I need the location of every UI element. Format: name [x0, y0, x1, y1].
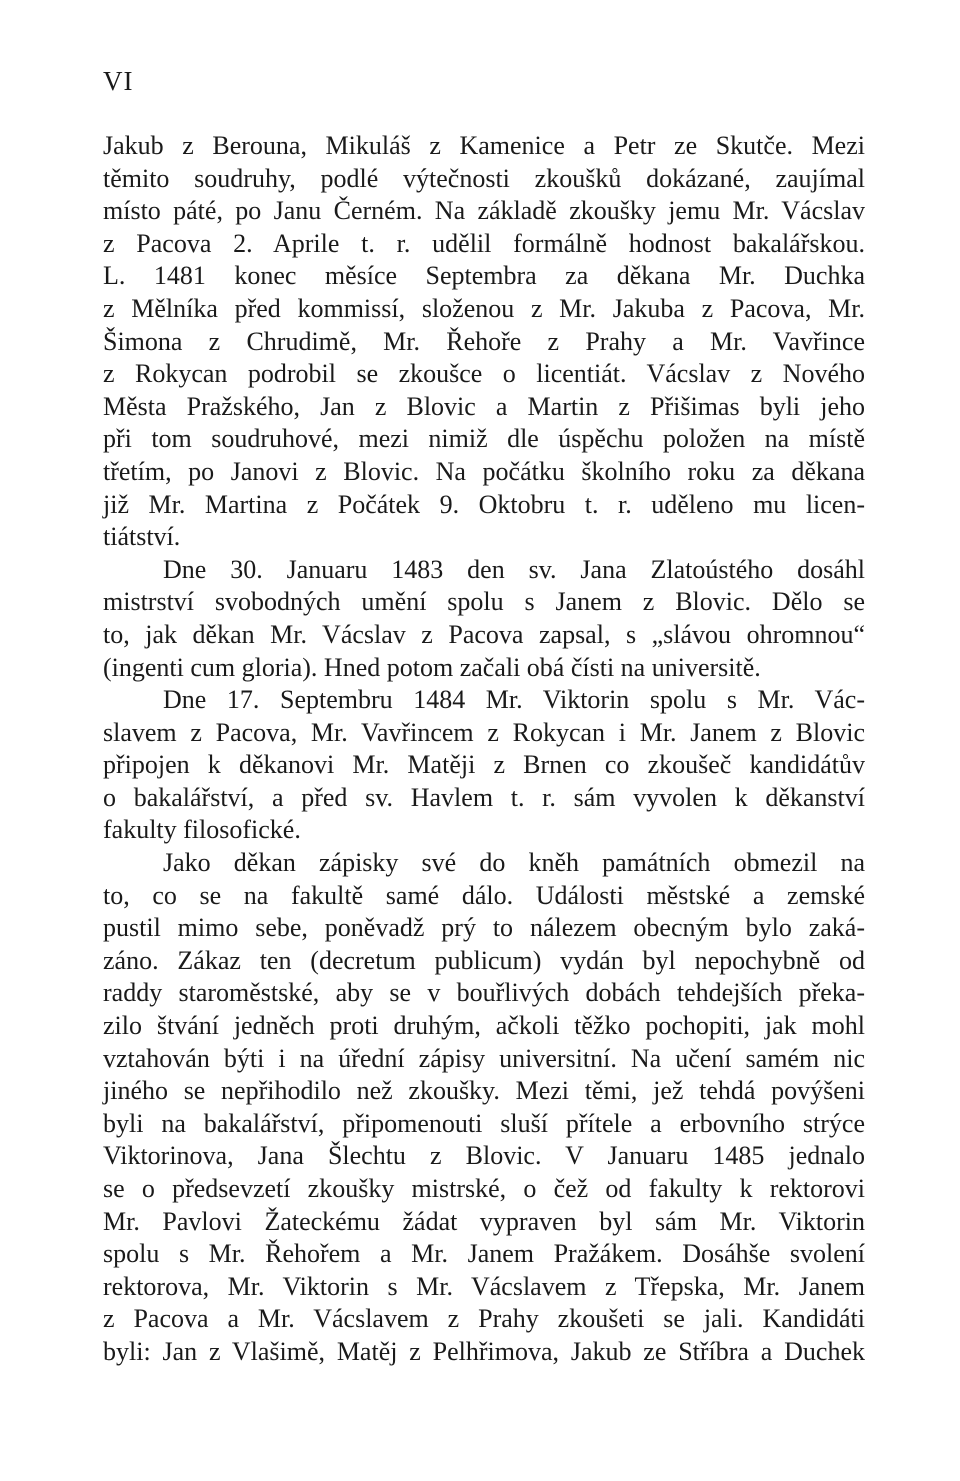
text-line: třetím, po Janovi z Blovic. Na počátku školního roku za děkana — [103, 456, 865, 486]
text-line: připojen k děkanovi Mr. Matěji z Brnen co zkoušeč kandidátův — [103, 750, 865, 780]
text-line: záno. Zákaz ten (decretum publicum) vydán byl nepochybně od — [103, 945, 865, 975]
text-line: Jako děkan zápisky své do kněh památních obmezil na — [163, 848, 865, 878]
text-line: rektorova, Mr. Viktorin s Mr. Vácslavem z Třepska, Mr. Janem — [103, 1271, 865, 1301]
text-line: z Rokycan podrobil se zkoušce o licentiát. Vácslav z Nového — [103, 359, 865, 389]
text-line: vztahován býti i na úřední zápisy universitní. Na učení samém nic — [103, 1043, 865, 1073]
text-line: se o předsevzetí zkoušky mistrské, o čež od fakulty k rektorovi — [103, 1174, 865, 1203]
text-line: při tom soudruhové, mezi nimiž dle úspěchu položen na místě — [103, 424, 865, 454]
text-line: to, jak děkan Mr. Vácslav z Pacova zapsal, s „slávou ohromnou“ — [103, 619, 865, 649]
text-line: pustil mimo sebe, poněvadž prý to nálezem obecným bylo zaká- — [103, 913, 865, 943]
text-line: fakulty filosofické. — [103, 815, 301, 845]
text-line: z Mělníka před kommissí, složenou z Mr. Jakuba z Pacova, Mr. — [103, 293, 865, 323]
text-line: již Mr. Martina z Počátek 9. Oktobru t. r. uděleno mu licen- — [103, 489, 865, 519]
text-line: (ingenti cum gloria). Hned potom začali obá čísti na universitě. — [103, 652, 761, 682]
text-line: byli na bakalářství, připomenouti sluší přítele a erbovního strýce — [103, 1108, 865, 1138]
text-line: těmito soudruhy, podlé výtečnosti zkoušků dokázané, zaujímal — [103, 163, 865, 193]
body-text — [103, 130, 865, 1369]
text-line: Jakub z Berouna, Mikuláš z Kamenice a Petr ze Skutče. Mezi — [103, 131, 865, 160]
text-line: raddy staroměstské, aby se v bouřlivých dobách tehdejších překa- — [103, 978, 865, 1008]
text-line: spolu s Mr. Řehořem a Mr. Janem Pražákem. Dosáhše svolení — [103, 1239, 865, 1269]
text-line: mistrství svobodných umění spolu s Janem z Blovic. Dělo se — [103, 587, 865, 617]
text-line: Šimona z Chrudimě, Mr. Řehoře z Prahy a Mr. Vavřince — [103, 326, 865, 356]
text-line: z Pacova 2. Aprile t. r. udělil formálně hodnost bakalářskou. — [103, 228, 865, 258]
page-number: VI — [103, 66, 134, 96]
text-line: Dne 17. Septembru 1484 Mr. Viktorin spolu s Mr. Vác- — [163, 685, 865, 715]
text-line: L. 1481 konec měsíce Septembra za děkana Mr. Duchka — [103, 261, 865, 291]
text-line: jiného se nepřihodilo než zkoušky. Mezi těmi, jež tehdá povýšeni — [103, 1076, 865, 1106]
text-line: místo páté, po Janu Černém. Na základě zkoušky jemu Mr. Vácslav — [103, 196, 865, 226]
text-line: Dne 30. Januaru 1483 den sv. Jana Zlatoústého dosáhl — [163, 554, 865, 584]
text-line: zilo štvání jedněch proti druhým, ačkoli těžko pochopiti, jak mohl — [103, 1011, 865, 1041]
text-line: to, co se na fakultě samé dálo. Události městské a zemské — [103, 880, 865, 910]
text-line: slavem z Pacova, Mr. Vavřincem z Rokycan i Mr. Janem z Blovic — [103, 717, 865, 747]
text-line: Města Pražského, Jan z Blovic a Martin z Přišimas byli jeho — [103, 391, 865, 421]
text-line: Mr. Pavlovi Žateckému žádat vypraven byl sám Mr. Viktorin — [103, 1206, 865, 1236]
text-line: z Pacova a Mr. Vácslavem z Prahy zkoušeti se jali. Kandidáti — [103, 1304, 865, 1334]
text-line: Viktorinova, Jana Šlechtu z Blovic. V Januaru 1485 jednalo — [103, 1141, 865, 1171]
text-line: o bakalářství, a před sv. Havlem t. r. sám vyvolen k děkanství — [103, 782, 865, 812]
text-line: tiátství. — [103, 522, 181, 552]
text-line: byli: Jan z Vlašimě, Matěj z Pelhřimova, Jakub ze Stříbra a Duchek — [103, 1336, 865, 1366]
